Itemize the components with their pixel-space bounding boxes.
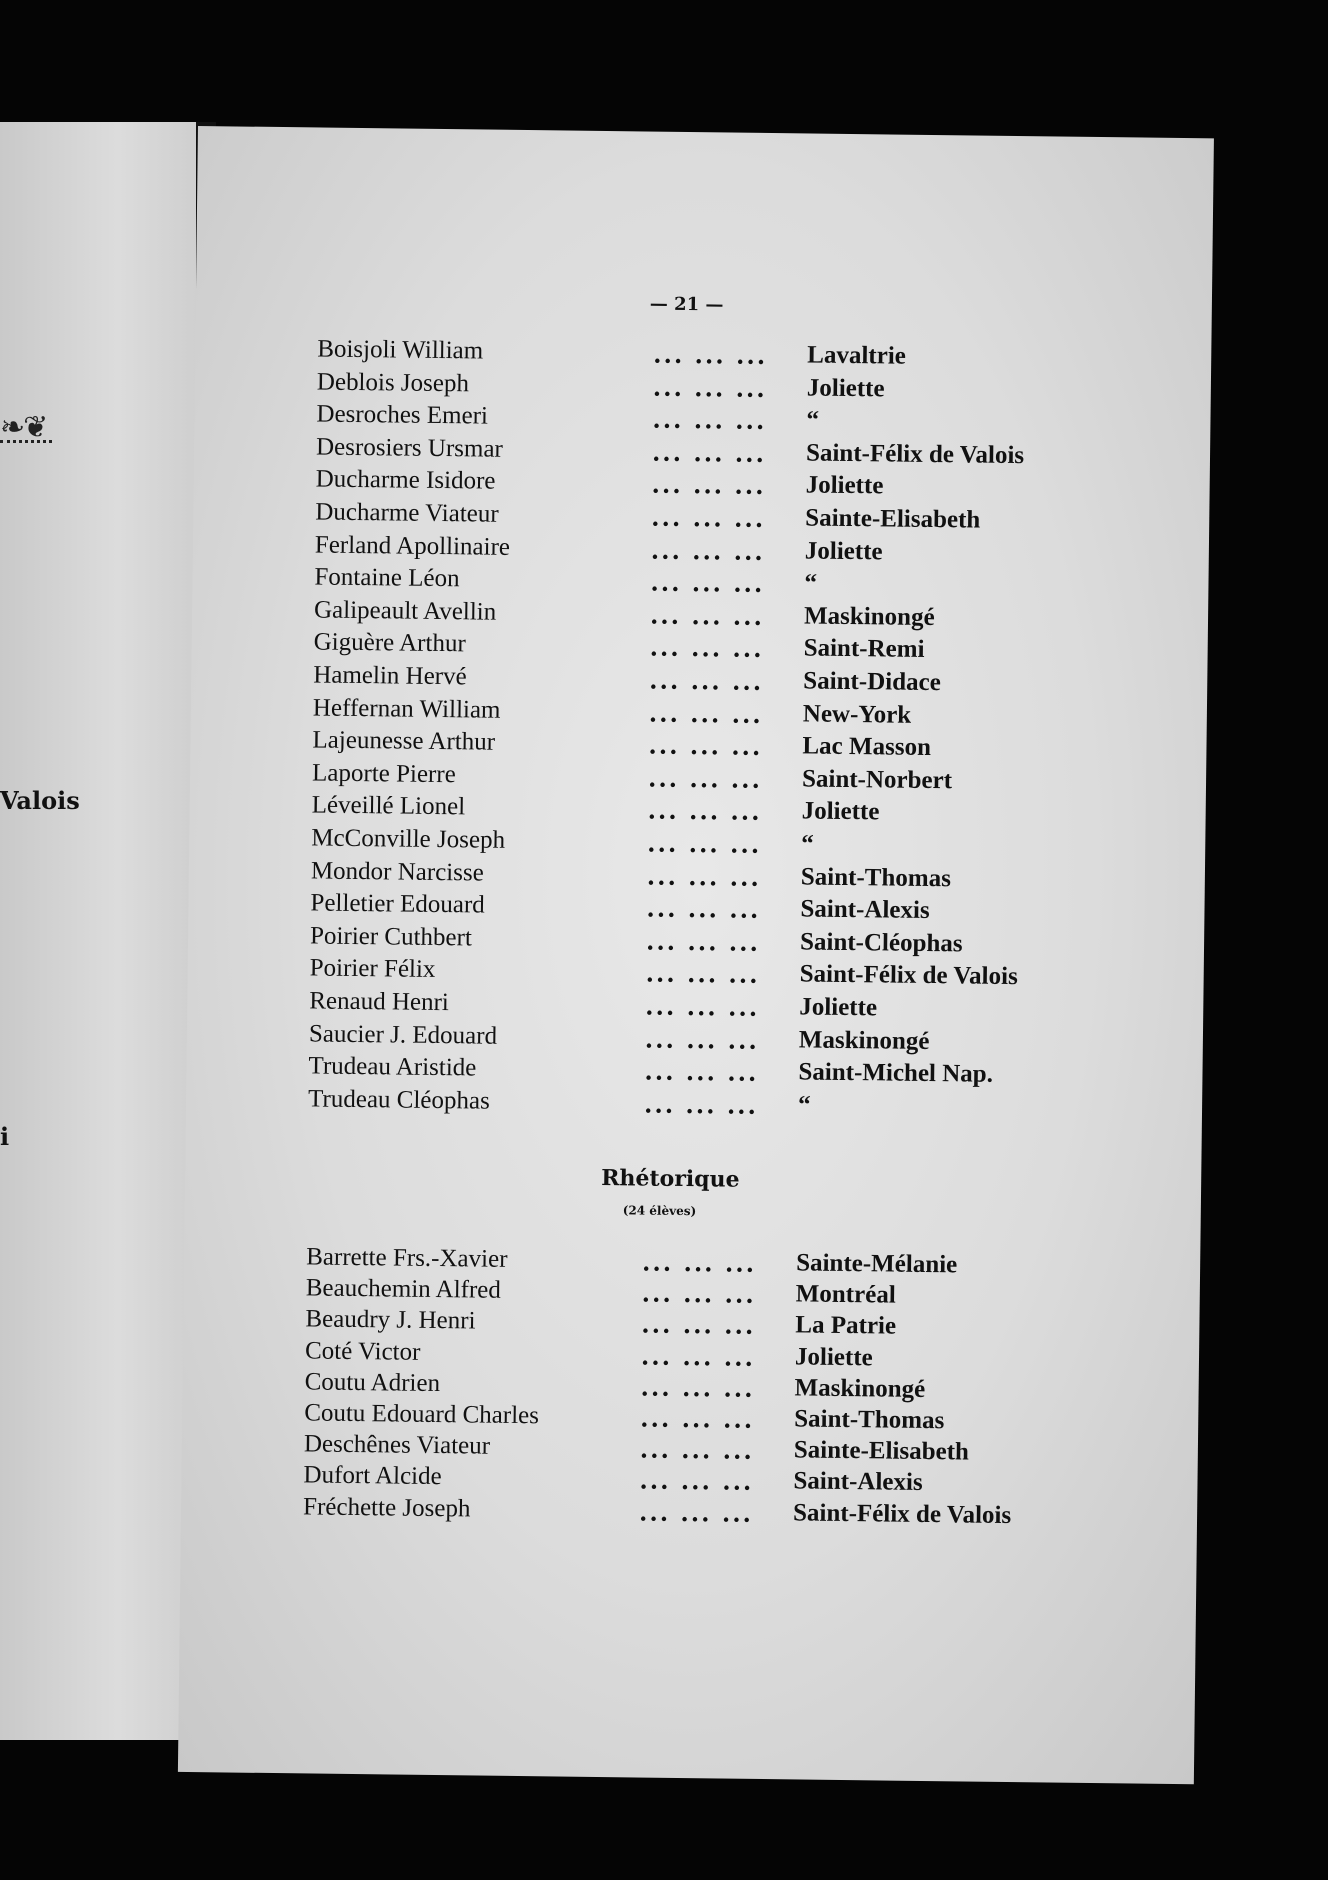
leader-dots: ... ... ... [646,861,761,892]
home-town: Joliette [794,1342,873,1371]
home-town: Maskinongé [803,602,935,631]
leader-dots: ... ... ... [651,437,767,468]
home-town: Joliette [806,374,885,403]
right-page [178,126,1214,1784]
home-town: New-York [802,700,912,729]
left-page-fragment: Valois [0,786,80,815]
student-name: Fréchette Joseph [302,1492,471,1523]
section-subtitle: (24 élèves) [622,1203,697,1219]
student-name: Desroches Emeri [316,400,489,430]
left-page [0,122,196,1740]
leader-dots: ... ... ... [646,893,761,925]
home-town: Sainte-Elisabeth [805,504,981,534]
leader-dots: ... ... ... [649,632,764,664]
student-name: Hamelin Hervé [313,661,467,691]
leader-dots: ... ... ... [653,339,768,370]
home-town: Saint-Félix de Valois [799,960,1018,991]
student-name: Coté Victor [304,1336,421,1366]
leader-dots: ... ... ... [641,1309,756,1341]
student-name: Mondor Narcisse [310,857,484,887]
leader-dots: ... ... ... [649,665,764,696]
home-town: Sainte-Elisabeth [793,1436,970,1466]
student-name: McConville Joseph [311,824,506,854]
home-town: Joliette [805,471,884,500]
leader-dots: ... ... ... [644,1056,759,1088]
student-name: Giguère Arthur [313,628,466,658]
student-name: Dufort Alcide [303,1461,442,1491]
home-town: “ [806,406,820,434]
student-name: Ducharme Viateur [315,498,499,528]
home-town: “ [801,830,814,858]
leader-dots: ... ... ... [641,1278,756,1310]
leader-dots: ... ... ... [640,1341,756,1372]
leader-dots: ... ... ... [647,763,763,794]
student-name: Heffernan William [312,694,501,724]
student-name: Saucier J. Edouard [308,1020,498,1050]
student-name: Boisjoli William [317,335,484,365]
leader-dots: ... ... ... [647,795,762,827]
home-town: Saint-Didace [803,667,941,697]
leader-dots: ... ... ... [648,730,763,762]
student-name: Renaud Henri [309,987,450,1017]
home-town: Saint-Thomas [794,1405,945,1435]
home-town: Saint-Félix de Valois [792,1498,1012,1529]
leader-dots: ... ... ... [639,1465,754,1497]
home-town: Lac Masson [802,732,932,762]
leader-dots: ... ... ... [645,991,760,1022]
home-town: “ [797,1091,811,1119]
home-town: Saint-Alexis [800,895,930,925]
home-town: Joliette [804,537,883,565]
student-name: Trudeau Cléophas [307,1085,490,1115]
home-town: Saint-Cléophas [799,928,963,958]
home-town: Joliette [801,797,880,826]
student-name: Coutu Edouard Charles [304,1399,540,1430]
student-name: Poirier Félix [309,954,436,984]
leader-dots: ... ... ... [638,1497,754,1528]
leader-dots: ... ... ... [651,469,766,501]
home-town: Saint-Alexis [793,1467,923,1497]
leader-dots: ... ... ... [647,828,762,859]
leader-dots: ... ... ... [644,1024,759,1055]
leader-dots: ... ... ... [641,1247,757,1278]
home-town: “ [804,569,818,597]
leader-dots: ... ... ... [639,1434,754,1466]
ornament-flourish-icon: ❧❦ [0,410,47,445]
leader-dots: ... ... ... [645,926,761,957]
student-name: Ducharme Isidore [315,465,496,496]
student-name: Beauchemin Alfred [305,1274,502,1304]
leader-dots: ... ... ... [650,535,765,566]
leader-dots: ... ... ... [640,1372,755,1403]
section-title: Rhétorique [601,1165,740,1193]
leader-dots: ... ... ... [648,698,763,729]
leader-dots: ... ... ... [649,600,765,631]
home-town: Saint-Norbert [801,765,953,795]
leader-dots: ... ... ... [650,567,765,599]
left-page-fragment: i [0,1122,10,1151]
home-town: Montréal [795,1280,896,1309]
home-town: Sainte-Mélanie [795,1249,958,1279]
student-name: Léveillé Lionel [311,791,466,821]
home-town: La Patrie [795,1311,897,1341]
student-name: Desrosiers Ursmar [315,433,504,463]
student-name: Coutu Adrien [304,1368,441,1397]
home-town: Maskinongé [794,1374,926,1403]
home-town: Saint-Félix de Valois [805,439,1025,469]
student-name: Beaudry J. Henri [305,1305,476,1335]
student-name: Poirier Cuthbert [309,922,473,952]
leader-dots: ... ... ... [645,958,760,990]
home-town: Saint-Michel Nap. [798,1058,994,1088]
leader-dots: ... ... ... [640,1403,755,1434]
ornament-rule [0,440,52,443]
student-name: Ferland Apollinaire [314,531,511,561]
student-name: Lajeunesse Arthur [312,726,496,756]
home-town: Saint-Remi [803,634,925,664]
student-name: Laporte Pierre [311,759,456,788]
student-name: Trudeau Aristide [308,1052,477,1082]
leader-dots: ... ... ... [651,502,766,533]
home-town: Joliette [799,993,878,1022]
home-town: Lavaltrie [807,341,906,370]
student-name: Deschênes Viateur [303,1430,491,1460]
leader-dots: ... ... ... [652,404,767,436]
leader-dots: ... ... ... [643,1089,759,1120]
student-name: Deblois Joseph [316,368,470,397]
student-name: Barrette Frs.-Xavier [306,1243,508,1273]
home-town: Saint-Thomas [800,863,952,892]
page-number: — 21 — [649,293,724,316]
home-town: Maskinongé [798,1026,930,1055]
student-name: Galipeault Avellin [313,596,497,626]
leader-dots: ... ... ... [652,372,767,403]
student-name: Fontaine Léon [314,563,460,593]
student-name: Pelletier Edouard [310,889,485,919]
